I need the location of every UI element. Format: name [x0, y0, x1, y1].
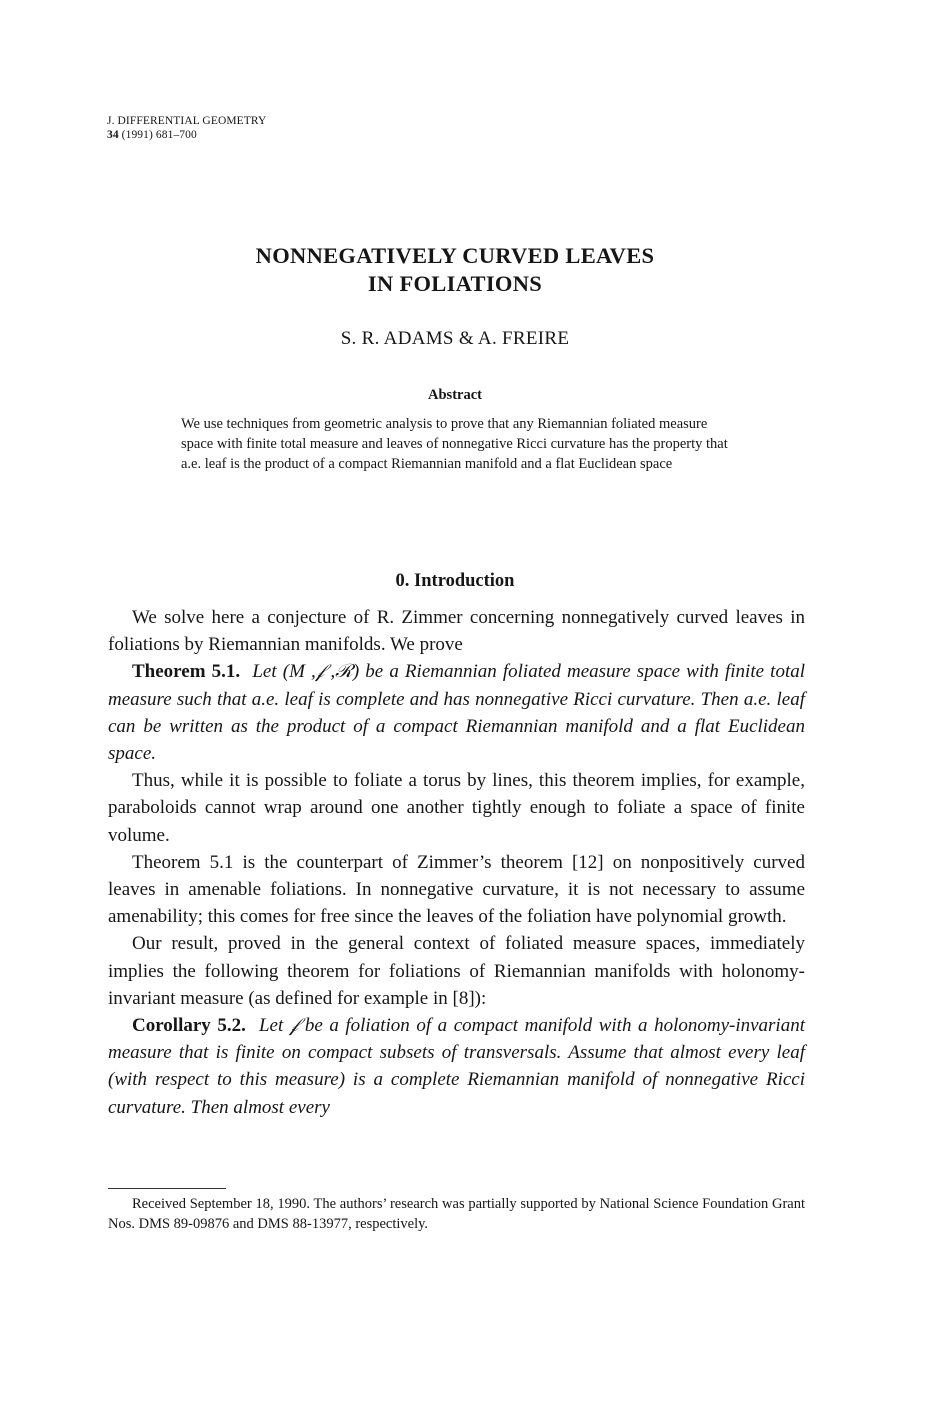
footnote: [108, 1194, 805, 1234]
paragraph-4: Our result, proved in the general context of foliated measure spaces, immediately implies the following theorem for foliations of Riemannian manifolds with holonomy-invariant measure (as defined for example in [8]):: [108, 933, 805, 1009]
paragraph-1: We solve here a conjecture of R. Zimmer concerning nonnegatively curved leaves in foliations by Riemannian manifolds. We prove: [108, 607, 805, 656]
corollary-5-2: [108, 1012, 805, 1121]
paragraph-2: Thus, while it is possible to foliate a torus by lines, this theorem implies, for example, paraboloids cannot wrap around one another tightly enough to foliate a space of finite volume.: [108, 770, 805, 846]
theorem-label: Theorem 5.1.: [132, 661, 241, 683]
theorem-text: Let (M ,𝒻 ,ℛ) be a Riemannian foliated measure space with finite total measure such that a.e. leaf is complete and has nonnegative Ricci curvature. Then a.e. leaf can be written as the product of a compact Riemannian manifold and a flat Euclidean space.: [108, 661, 805, 765]
theorem-5-1: [108, 658, 805, 767]
title-line-2: IN FOLIATIONS: [367, 271, 543, 296]
footnote-text: Received September 18, 1990. The authors’ research was partially supported by National Science Foundation Grant Nos. DMS 89-09876 and DMS 88-13977, respectively.: [108, 1196, 805, 1232]
body-text: [108, 604, 805, 1121]
title-line-1: NONNEGATIVELY CURVED LEAVES: [255, 243, 655, 268]
corollary-label: Corollary 5.2.: [132, 1015, 246, 1037]
journal-volume: 34: [107, 129, 119, 141]
journal-name: J. DIFFERENTIAL GEOMETRY: [107, 115, 267, 127]
paragraph-3: Theorem 5.1 is the counterpart of Zimmer’s theorem [12] on nonpositively curved leaves in amenable foliations. In nonnegative curvature, it is not necessary to assume amenability; this comes for free since the leaves of the foliation have polynomial growth.: [108, 851, 805, 928]
corollary-text: Let 𝒻 be a foliation of a compact manifold with a holonomy-invariant measure that is finite on compact subsets of transversals. Assume that almost every leaf (with respect to this measure) is a complete Riemannian manifold of nonnegative Ricci curvature. Then almost every: [108, 1015, 805, 1118]
abstract-heading: Abstract: [428, 387, 482, 403]
footnote-rule: [108, 1188, 226, 1189]
section-heading: 0. Introduction: [395, 571, 515, 591]
journal-volume-line: [107, 128, 266, 142]
paper-title: [0, 242, 910, 298]
journal-year-pages: (1991) 681–700: [118, 129, 197, 141]
journal-header: [107, 114, 266, 142]
authors: S. R. ADAMS & A. FREIRE: [340, 328, 570, 349]
abstract-text: We use techniques from geometric analysis to prove that any Riemannian foliated measure space with finite total measure and leaves of nonnegative Ricci curvature has the property that a.e. leaf is the product of a compact Riemannian manifold and a flat Euclidean space: [181, 416, 728, 472]
